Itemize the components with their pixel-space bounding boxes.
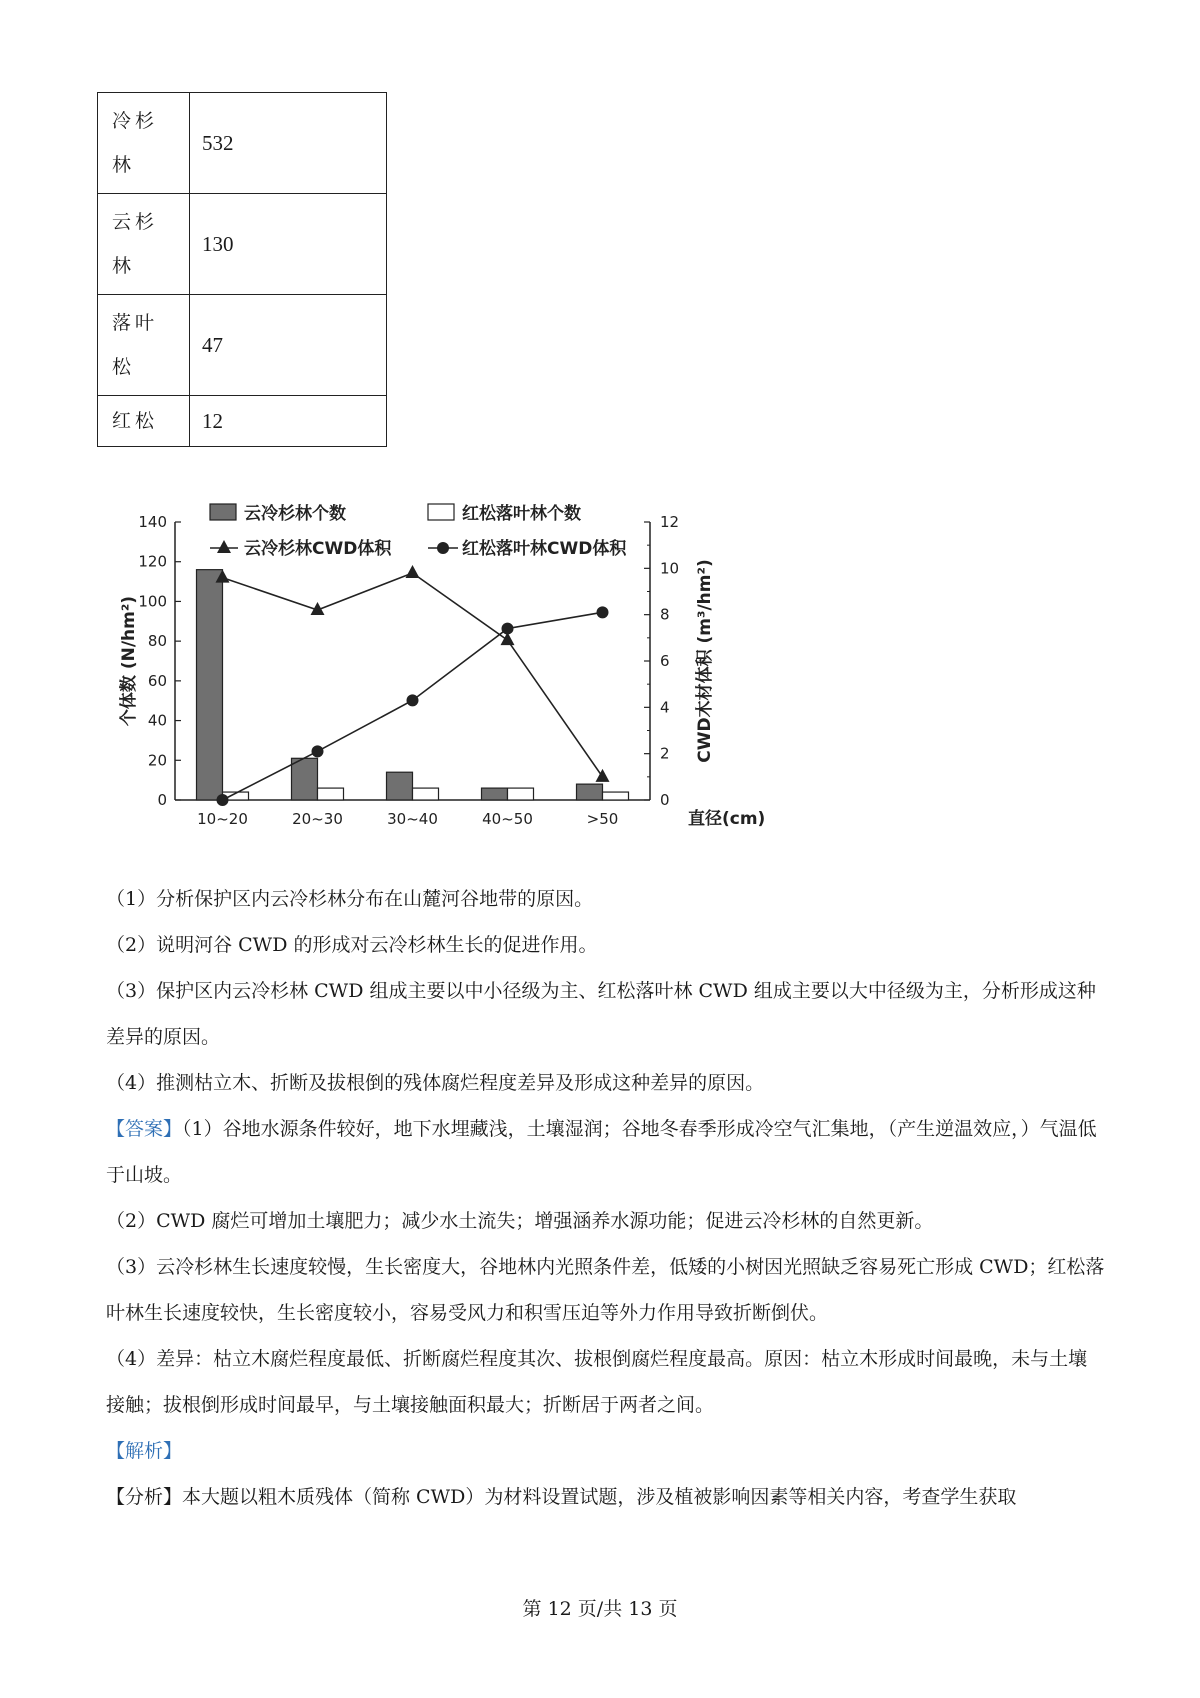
circle-marker xyxy=(312,745,324,757)
right-tick-label: 6 xyxy=(660,652,670,670)
answer-label: 【答案】 xyxy=(106,1118,183,1140)
bar-pine-larch-count xyxy=(413,788,439,800)
table-cell-name xyxy=(98,93,190,194)
circle-marker xyxy=(502,623,514,635)
question-2: （2）说明河谷 CWD 的形成对云冷杉林生长的促进作用。 xyxy=(106,934,598,956)
right-tick-label: 4 xyxy=(660,698,670,717)
forest-name-line: 松 xyxy=(112,356,136,378)
left-tick-label: 20 xyxy=(147,751,167,770)
question-3: （3）保护区内云冷杉林 CWD 组成主要以中小径级为主、红松落叶林 CWD 组成主要以大中径级为主，分析形成这种差异的原因。 xyxy=(106,980,1096,1048)
bar-spruce-fir-count xyxy=(197,570,223,800)
forest-name-line: 云杉 xyxy=(112,211,159,233)
left-tick-label: 60 xyxy=(147,671,167,690)
cwd-chart xyxy=(110,496,810,874)
circle-marker xyxy=(217,794,229,806)
y-right-axis-title: CWD木材体积 (m³/hm²) xyxy=(695,559,715,763)
legend-label: 云冷杉林CWD体积 xyxy=(244,539,392,559)
left-tick-label: 0 xyxy=(157,791,167,809)
forest-table xyxy=(97,92,387,447)
bar-pine-larch-count xyxy=(318,788,344,800)
forest-name-line: 林 xyxy=(112,255,136,277)
triangle-marker xyxy=(406,565,420,578)
x-tick-label: 10~20 xyxy=(197,810,248,828)
legend-label: 云冷杉林个数 xyxy=(244,504,346,524)
left-tick-label: 80 xyxy=(147,632,167,651)
x-tick-label: 40~50 xyxy=(482,810,533,828)
left-tick-label: 100 xyxy=(138,592,167,611)
y-left-axis-title: 个体数 (N/hm²) xyxy=(119,595,139,727)
legend-swatch-pine-larch-count xyxy=(428,504,454,520)
legend-swatch-spruce-fir-count xyxy=(210,504,236,520)
right-tick-label: 12 xyxy=(660,513,680,531)
left-tick-label: 120 xyxy=(138,552,167,571)
x-axis-title: 直径(cm) xyxy=(688,809,766,829)
x-tick-label: >50 xyxy=(586,810,619,828)
table-row xyxy=(98,194,387,295)
answer-2: （2）CWD 腐烂可增加土壤肥力；减少水土流失；增强涵养水源功能；促进云冷杉林的自然更新。 xyxy=(106,1210,934,1232)
legend-label: 红松落叶林个数 xyxy=(462,504,581,524)
forest-name-line: 落叶 xyxy=(112,312,159,334)
circle-marker xyxy=(437,542,449,554)
table-cell-value: 532 xyxy=(190,93,387,194)
line-spruce-fir-cwd xyxy=(223,573,603,777)
bar-spruce-fir-count xyxy=(482,788,508,800)
analysis-text: 【分析】本大题以粗木质残体（简称 CWD）为材料设置试题，涉及植被影响因素等相关内容，考查学生获取 xyxy=(106,1486,1017,1508)
page-footer: 第 12 页/共 13 页 xyxy=(522,1598,678,1620)
right-tick-label: 2 xyxy=(660,744,670,763)
bar-spruce-fir-count xyxy=(577,784,603,800)
left-tick-label: 40 xyxy=(147,711,167,730)
table-cell-value: 130 xyxy=(190,194,387,295)
legend-label: 红松落叶林CWD体积 xyxy=(462,539,627,559)
triangle-marker xyxy=(217,540,231,553)
forest-name-line: 冷杉 xyxy=(112,110,159,132)
bar-spruce-fir-count xyxy=(387,772,413,800)
answer-section xyxy=(106,1106,1106,1520)
circle-marker xyxy=(597,606,609,618)
table-row xyxy=(98,295,387,396)
bar-pine-larch-count xyxy=(508,788,534,800)
right-tick-label: 10 xyxy=(660,559,680,578)
x-tick-label: 20~30 xyxy=(292,810,343,828)
questions xyxy=(106,876,1106,1106)
table-cell-value: 12 xyxy=(190,396,387,447)
question-1: （1）分析保护区内云冷杉林分布在山麓河谷地带的原因。 xyxy=(106,888,594,910)
right-tick-label: 8 xyxy=(660,605,670,624)
analysis-label: 【解析】 xyxy=(106,1440,183,1462)
forest-name-line: 红松 xyxy=(112,410,159,432)
forest-name-line: 林 xyxy=(112,154,136,176)
answer-4: （4）差异：枯立木腐烂程度最低、折断腐烂程度其次、拔根倒腐烂程度最高。原因：枯立木形成时间最晚，未与土壤接触；拔根倒形成时间最早，与土壤接触面积最大；折断居于两者之间。 xyxy=(106,1348,1088,1416)
question-4: （4）推测枯立木、折断及拔根倒的残体腐烂程度差异及形成这种差异的原因。 xyxy=(106,1072,765,1094)
x-tick-label: 30~40 xyxy=(387,810,438,828)
table-cell-name xyxy=(98,396,190,447)
circle-marker xyxy=(407,694,419,706)
left-tick-label: 140 xyxy=(138,513,167,531)
right-tick-label: 0 xyxy=(660,791,670,809)
table-row xyxy=(98,93,387,194)
answer-3: （3）云冷杉林生长速度较慢，生长密度大，谷地林内光照条件差，低矮的小树因光照缺乏容易死亡形成 CWD；红松落叶林生长速度较快，生长密度较小，容易受风力和积雪压迫等外力作用导致折断倒伏。 xyxy=(106,1256,1105,1324)
table-cell-name xyxy=(98,194,190,295)
table-cell-name xyxy=(98,295,190,396)
bar-pine-larch-count xyxy=(603,792,629,800)
bar-spruce-fir-count xyxy=(292,758,318,800)
table-cell-value: 47 xyxy=(190,295,387,396)
answer-1-text: （1）谷地水源条件较好，地下水埋藏浅，土壤湿润；谷地冬春季形成冷空气汇集地，（产生逆温效应，）气温低于山坡。 xyxy=(106,1118,1097,1186)
answer-1 xyxy=(106,1106,1106,1198)
table-row xyxy=(98,396,387,447)
